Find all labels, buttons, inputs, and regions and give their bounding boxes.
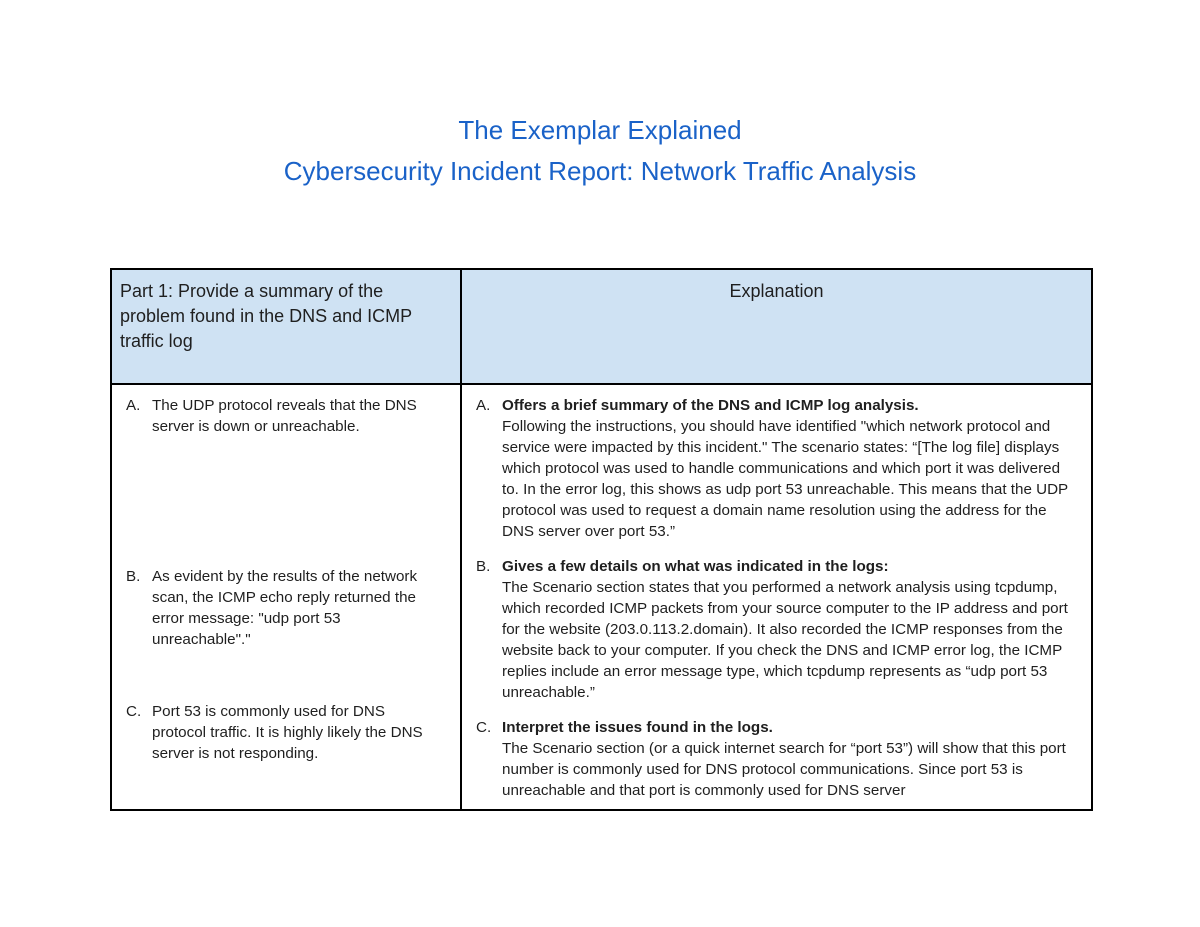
right-item-b-marker: B. bbox=[476, 558, 491, 575]
right-item-c bbox=[476, 717, 1076, 801]
right-item-a-heading: Offers a brief summary of the DNS and ICMP log analysis. bbox=[502, 397, 919, 414]
left-body-cell bbox=[111, 384, 461, 810]
right-item-b bbox=[476, 556, 1076, 703]
document-title bbox=[0, 110, 1200, 192]
left-item-a bbox=[126, 395, 436, 437]
right-item-a-text: Following the instructions, you should have identified "which network protocol and service were impacted by this incident." The scenario states: “[The log file] displays which protocol was used to handle communications and which port it was delivered to. In the error log, this shows as udp port 53 unreachable. This means that the UDP protocol was used to request a domain name resolution using the address for the DNS server over port 53.” bbox=[502, 418, 1068, 540]
left-item-a-text: The UDP protocol reveals that the DNS server is down or unreachable. bbox=[152, 397, 417, 435]
body-row bbox=[111, 384, 1092, 810]
header-left-cell: Part 1: Provide a summary of the problem found in the DNS and ICMP traffic log bbox=[111, 269, 461, 384]
left-item-b-marker: B. bbox=[126, 568, 141, 585]
right-item-c-heading: Interpret the issues found in the logs. bbox=[502, 719, 773, 736]
right-item-b-heading: Gives a few details on what was indicated in the logs: bbox=[502, 558, 889, 575]
right-body-cell bbox=[461, 384, 1092, 810]
left-item-a-marker: A. bbox=[126, 397, 141, 414]
left-item-c-marker: C. bbox=[126, 703, 142, 720]
incident-report-table bbox=[110, 268, 1093, 811]
right-item-c-text: The Scenario section (or a quick internet search for “port 53”) will show that this port number is commonly used for DNS protocol communications. Since port 53 is unreachable and that port is commonly used for DNS server bbox=[502, 740, 1066, 799]
left-item-b-text: As evident by the results of the network scan, the ICMP echo reply returned the error message: "udp port 53 unreachable"." bbox=[152, 568, 418, 648]
left-item-c-text: Port 53 is commonly used for DNS protocol traffic. It is highly likely the DNS server is not responding. bbox=[152, 703, 423, 762]
title-line-1: The Exemplar Explained bbox=[458, 115, 742, 145]
right-item-a-marker: A. bbox=[476, 397, 491, 414]
left-item-c bbox=[126, 701, 426, 764]
right-item-c-marker: C. bbox=[476, 719, 492, 736]
header-right-cell: Explanation bbox=[461, 269, 1092, 384]
header-row bbox=[111, 269, 1092, 384]
right-item-b-text: The Scenario section states that you performed a network analysis using tcpdump, which recorded ICMP packets from your source computer to the IP address and port for the website (203.0.113.2.domain). It also recorded the ICMP responses from the website back to your computer. If you check the DNS and ICMP error log, the ICMP replies include an error message type, which tcpdump represents as “udp port 53 unreachable.” bbox=[502, 579, 1068, 701]
left-item-b bbox=[126, 566, 441, 650]
right-item-a bbox=[476, 395, 1076, 542]
title-line-2: Cybersecurity Incident Report: Network Traffic Analysis bbox=[283, 156, 917, 186]
